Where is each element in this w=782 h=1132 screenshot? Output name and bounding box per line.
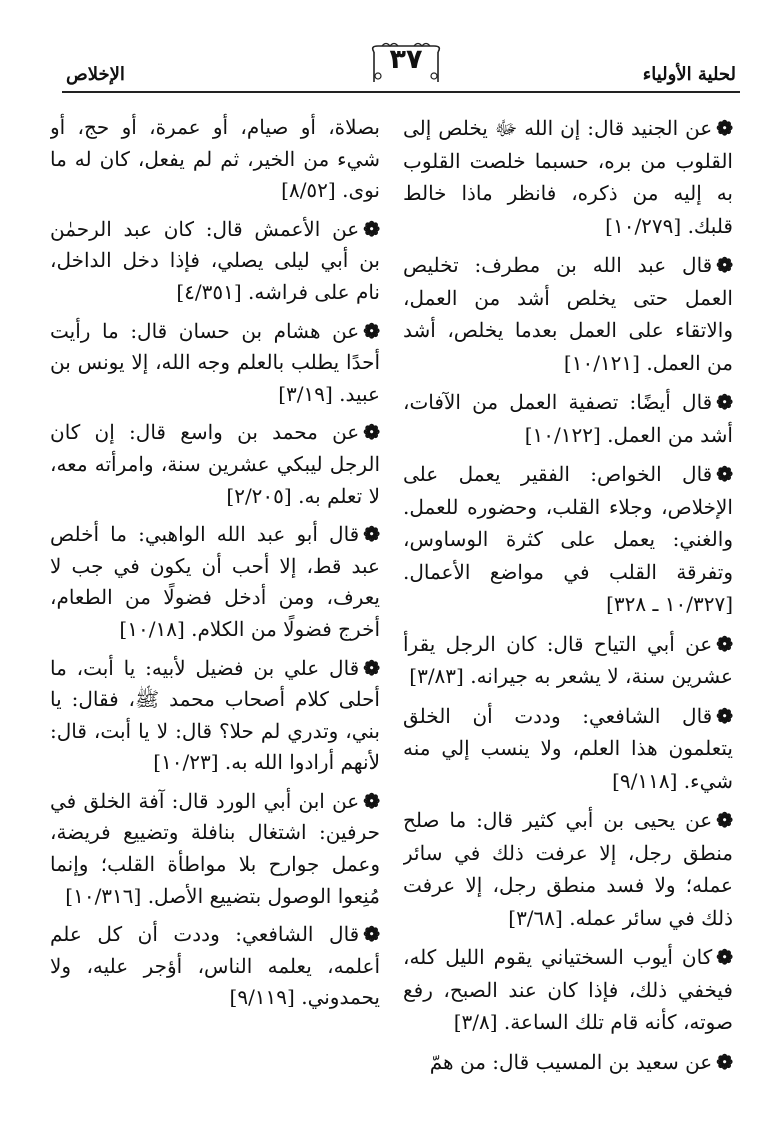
paragraph: ❁عن الأعمش قال: كان عبد الرحمٰن بن أبي ليلى يصلي، فإذا دخل الداخل، نام على فراشه. [٤/٣٥١] [50, 216, 380, 304]
chapter-title: الإخلاص [66, 64, 125, 85]
paragraph: ❁قال الخواص: الفقير يعمل على الإخلاص، وجلاء القلب، وحضوره للعمل. والغني: يعمل على كثرة الوساوس، وتفرقة القلب في مواضع الأعمال. [١٠/٣٢٧ ـ ٣٢٨] [403, 462, 733, 616]
header-rule [62, 91, 740, 93]
paragraph: ❁عن هشام بن حسان قال: ما رأيت أحدًا يطلب بالعلم وجه الله، إلا يونس بن عبيد. [٣/١٩] [50, 318, 380, 406]
star-icon: ❁ [363, 655, 380, 680]
paragraph: ❁عن يحيى بن أبي كثير قال: ما صلح منطق رجل، إلا عرفت ذلك في سائر عمله؛ ولا فسد منطق رجل، إلا عرفت ذلك في سائر عمله. [٣/٦٨] [403, 808, 733, 930]
book-title: لحلية الأولياء [642, 64, 736, 85]
paragraph: ❁قال أيضًا: تصفية العمل من الآفات، أشد من العمل. [١٠/١٢٢] [403, 390, 733, 447]
page-number-frame [368, 42, 444, 84]
page-header [62, 36, 740, 92]
star-icon: ❁ [716, 462, 733, 486]
star-icon: ❁ [363, 788, 380, 813]
star-icon: ❁ [716, 945, 733, 969]
star-icon: ❁ [716, 116, 733, 140]
star-icon: ❁ [363, 922, 380, 947]
paragraph: ❁عن الجنيد قال: إن الله ﷻ يخلص إلى القلوب من بره، حسبما خلصت القلوب به إليه من ذكره، فانظر ماذا خالط قلبك. [١٠/٢٧٩] [403, 116, 733, 238]
paragraph: ❁قال الشافعي: وددت أن الخلق يتعلمون هذا العلم، ولا ينسب إلي منه شيء. [٩/١١٨] [403, 703, 733, 793]
right-column [403, 112, 733, 1112]
paragraph: ❁عن محمد بن واسع قال: إن كان الرجل ليبكي عشرين سنة، وامرأته معه، لا تعلم به. [٢/٢٠٥] [50, 420, 380, 508]
paragraph: ❁عن ابن أبي الورد قال: آفة الخلق في حرفين: اشتغال بنافلة وتضييع فريضة، وعمل جوارح بلا مواطأة القلب؛ وإنما مُنِعوا الوصول بتضييع الأصل. [١٠/٣١٦] [50, 788, 380, 908]
star-icon: ❁ [363, 522, 380, 547]
star-icon: ❁ [716, 703, 733, 728]
star-icon: ❁ [363, 318, 380, 343]
paragraph: ❁قال أبو عبد الله الواهبي: ما أخلص عبد قط، إلا أحب أن يكون في جب لا يعرف، ومن أدخل فضولًا من الطعام، أخرج فضولًا من الكلام. [١٠/١٨] [50, 522, 380, 641]
paragraph: ❁قال علي بن فضيل لأبيه: يا أبت، ما أحلى كلام أصحاب محمد ﷺ، فقال: يا بني، وتدري لم حلا؟ قال: لا يا أبت، قال: لأنهم أرادوا الله به. [١٠/٢٣] [50, 655, 380, 775]
star-icon: ❁ [716, 1049, 733, 1074]
star-icon: ❁ [716, 808, 733, 832]
paragraph: بصلاة، أو صيام، أو عمرة، أو حج، أو شيء من الخير، ثم لم يفعل، كان له ما نوى. [٨/٥٢] [50, 115, 380, 203]
star-icon: ❁ [716, 631, 733, 656]
star-icon: ❁ [363, 216, 380, 241]
paragraph: ❁كان أيوب السختياني يقوم الليل كله، فيخفي ذلك، فإذا كان عند الصبح، رفع صوته، كأنه قام تلك الساعة. [٣/٨] [403, 945, 733, 1034]
page-number: ٣٧ [389, 44, 423, 75]
paragraph: ❁عن سعيد بن المسيب قال: من همّ [429, 1049, 733, 1074]
star-icon: ❁ [716, 390, 733, 414]
paragraph: ❁قال عبد الله بن مطرف: تخليص العمل حتى يخلص أشد من العمل، والاتقاء على العمل بعدما يخلص، أشد من العمل. [١٠/١٢١] [403, 253, 733, 375]
star-icon: ❁ [716, 253, 733, 277]
left-column [50, 112, 380, 1112]
paragraph: ❁عن أبي التياح قال: كان الرجل يقرأ عشرين سنة، لا يشعر به جيرانه. [٣/٨٣] [403, 631, 733, 688]
paragraph: ❁قال الشافعي: وددت أن كل علم أعلمه، يعلمه الناس، أؤجر عليه، ولا يحمدوني. [٩/١١٩] [50, 922, 380, 1010]
star-icon: ❁ [363, 420, 380, 445]
